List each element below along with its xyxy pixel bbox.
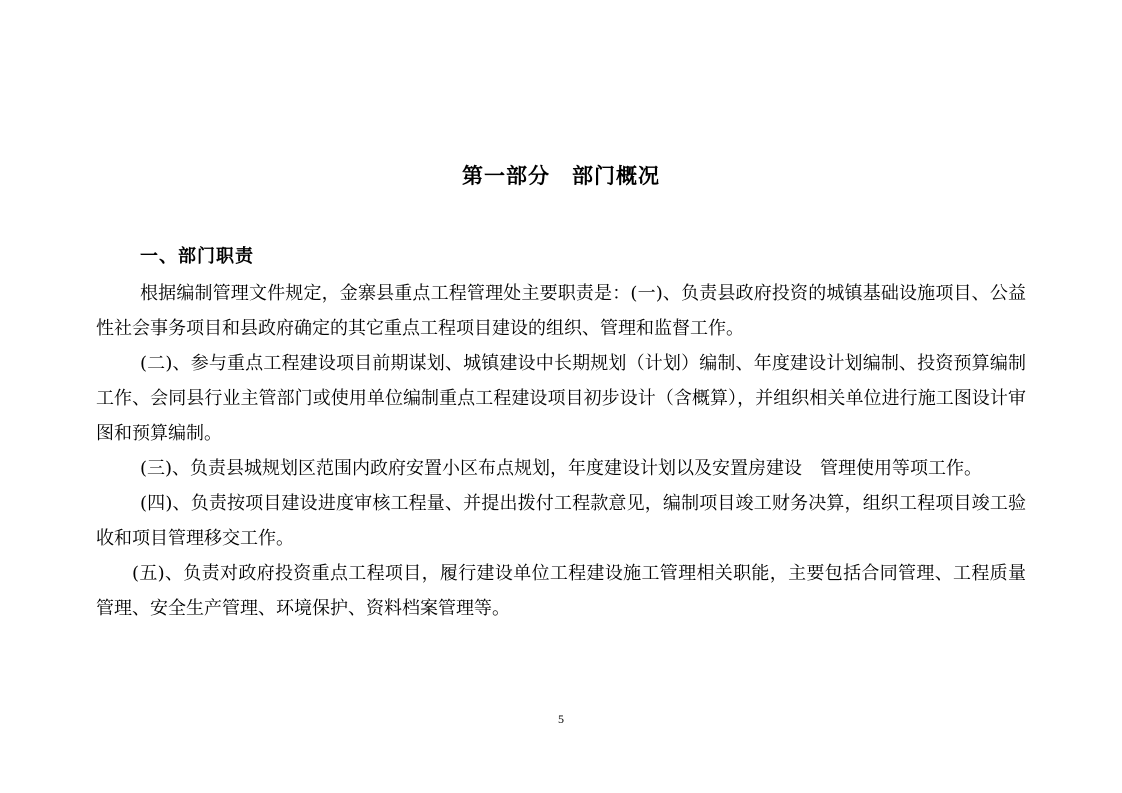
paragraph-duty-3: (三)、负责县城规划区范围内政府安置小区布点规划，年度建设计划以及安置房建设 管理使用等项工作。 [140,458,983,479]
paragraph-duty-2: (二)、参与重点工程建设项目前期谋划、城镇建设中长期规划（计划）编制、年度建设计划编制、投资预算编制工作、会同县行业主管部门或使用单位编制重点工程建设项目初步设计（含概算），并组织相关单位进行施工图设计审图和预算编制。 [96,353,1026,444]
paragraph-duty-5: (五)、负责对政府投资重点工程项目，履行建设单位工程建设施工管理相关职能，主要包括合同管理、工程质量管理、安全生产管理、环境保护、资料档案管理等。 [96,563,1026,619]
page-number: 5 [558,712,564,726]
paragraph-duty-4: (四)、负责按项目建设进度审核工程量、并提出拨付工程款意见，编制项目竣工财务决算，组织工程项目竣工验收和项目管理移交工作。 [96,493,1026,549]
body-text [96,276,1026,626]
page-title: 第一部分 部门概况 [462,164,660,188]
paragraph-duty-1: 根据编制管理文件规定，金寨县重点工程管理处主要职责是：(一)、负责县政府投资的城镇基础设施项目、公益性社会事务项目和县政府确定的其它重点工程项目建设的组织、管理和监督工作。 [96,283,1026,339]
section-heading: 一、部门职责 [140,246,254,267]
